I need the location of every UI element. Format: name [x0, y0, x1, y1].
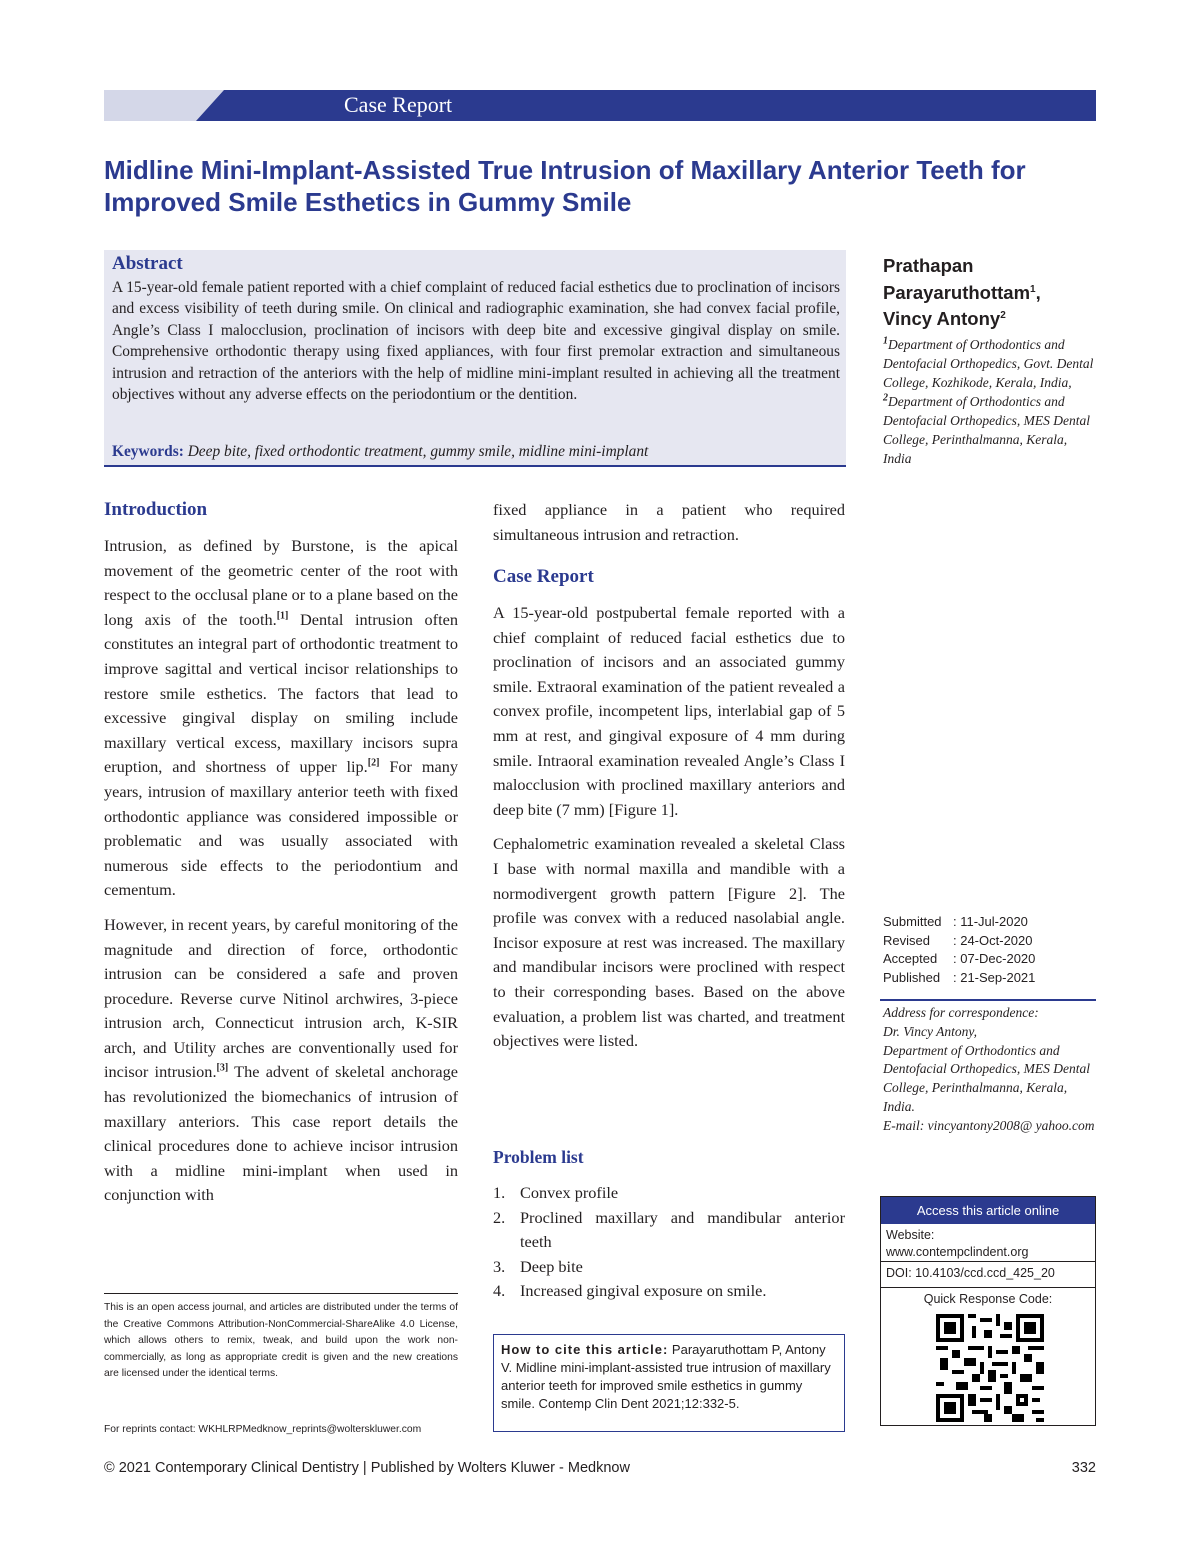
date-label: Accepted — [883, 951, 938, 966]
list-item — [493, 1206, 845, 1255]
intro-p1-part-b: Dental intrusion often constitutes an integral part of orthodontic treatment to improve sagittal and vertical incisor relationships to restore smile esthetics. The factors that lead to excessive gingival display on smiling include maxillary vertical excess, maxillary incisors supra eruption, and shortness of upper lip. — [104, 609, 458, 777]
intro-body — [104, 534, 458, 1218]
case-report-heading: Case Report — [493, 566, 594, 587]
intro-p1-part-a: Intrusion, as defined by Burstone, is the apical movement of the geometric center of the root with respect to the occlusal plane or to a plane based on the long axis of the tooth. — [104, 536, 458, 629]
date-value: : 07-Dec-2020 — [953, 951, 1036, 966]
date-row-published — [883, 969, 1098, 988]
how-to-cite-box — [493, 1334, 845, 1432]
reprints-contact: For reprints contact: WKHLRPMedknow_reprints@wolterskluwer.com — [104, 1424, 422, 1435]
case-report-body — [493, 601, 845, 1064]
date-label: Revised — [883, 932, 930, 948]
correspondence-label: Address for correspondence: — [883, 1005, 1039, 1020]
date-label: Published — [883, 969, 941, 985]
citation-ref-3[interactable]: [3] — [216, 1063, 229, 1075]
affiliation-2-text: Department of Orthodontics and Dentofacial Orthopedics, MES Dental College, Perinthalmanna, Kerala, India — [883, 394, 1090, 466]
date-label: Submitted — [883, 914, 942, 929]
intro-paragraph-1 — [104, 534, 458, 903]
article-title: Midline Mini-Implant-Assisted True Intrusion of Maxillary Anterior Teeth for Improved Smile Esthetics in Gummy Smile — [104, 155, 1026, 217]
page-footer — [104, 1460, 1096, 1476]
website-label: Website: — [886, 1228, 935, 1242]
affiliation-1-text: Department of Orthodontics and Dentofacial Orthopedics, Govt. Dental College, Kozhikode, Kerala, India, — [883, 337, 1094, 390]
list-item-text: Proclined maxillary and mandibular anterior teeth — [520, 1207, 845, 1252]
case-paragraph-2: Cephalometric examination revealed a skeletal Class I base with normal maxilla and mandible with a normodivergent growth pattern [Figure 2]. The profile was convex with a reduced nasolabial angle. Incisor exposure at rest was increased. The maxillary and mandibular incisors were proclined with respect to their corresponding bases. Based on the above evaluation, a problem list was charted, and treatment objectives were listed. — [493, 834, 845, 1051]
case-paragraph-1: A 15-year-old postpubertal female reported with a chief complaint of reduced facial esthetics due to proclination of incisors and an associated gummy smile. Extraoral examination of the patient revealed a convex profile, incompetent lips, interlabial gap of 5 mm at rest, and gingival exposure of 4 mm during smile. Intraoral examination revealed Angle’s Class I malocclusion with proclined maxillary anteriors and deep bite (7 mm) [Figure 1]. — [493, 603, 845, 819]
problem-list-heading: Problem list — [493, 1147, 584, 1167]
license-text: This is an open access journal, and articles are distributed under the terms of the Creative Commons Attribution-NonCommercial-ShareAlike 4.0 License, which allows others to remix, tweak, and build upon the work non-commercially, as long as appropriate credit is given and the new creations are licensed under the identical terms. — [104, 1302, 458, 1379]
keywords — [112, 443, 648, 461]
list-item-number: 2. — [493, 1207, 506, 1227]
keywords-label: Keywords: — [112, 443, 184, 460]
abstract-heading: Abstract — [112, 253, 183, 274]
correspondence-address — [883, 1004, 1098, 1136]
intro-p2-part-a: However, in recent years, by careful monitoring of the magnitude and direction of force, orthodontic intrusion can be considered a safe and proven procedure. Reverse curve Nitinol archwires, 3-piece intrusion arch, Connecticut intrusion arch, K-SIR arch, and Utility arches are conventionally used for incisor intrusion. — [104, 914, 458, 1082]
affiliations — [883, 335, 1098, 468]
author-1-last-row: Parayaruthottam$^1$, — [883, 281, 1041, 303]
author-2-sup: 2 — [1000, 309, 1006, 321]
how-to-cite-label: How to cite this article: — [501, 1342, 669, 1357]
author-list — [883, 253, 1098, 333]
date-value: : 11-Jul-2020 — [953, 914, 1028, 929]
access-divider — [881, 1261, 1095, 1262]
correspondence-name: Dr. Vincy Antony, — [883, 1023, 977, 1039]
list-item — [493, 1255, 845, 1280]
article-dates — [883, 913, 1098, 987]
section-banner — [104, 90, 1096, 121]
access-divider — [881, 1287, 1095, 1288]
list-item-text: Deep bite — [520, 1256, 583, 1276]
list-item-number: 4. — [493, 1281, 506, 1301]
qr-code-icon — [936, 1314, 1044, 1422]
affiliation-1-sup: 1 — [883, 335, 888, 347]
website-block — [886, 1227, 1091, 1260]
license-divider — [104, 1293, 458, 1294]
abstract-box — [104, 250, 846, 467]
doi-link[interactable]: DOI: 10.4103/ccd.ccd_425_20 — [886, 1266, 1055, 1280]
date-value: : 24-Oct-2020 — [953, 932, 1033, 948]
list-item-number: 1. — [493, 1183, 506, 1202]
correspondence-institution: Department of Orthodontics and Dentofacial Orthopedics, MES Dental College, Perinthalmanna, Kerala, India. — [883, 1042, 1090, 1114]
correspondence-divider — [880, 999, 1096, 1001]
intro-paragraph-2-continued: fixed appliance in a patient who required simultaneous intrusion and retraction. — [493, 500, 845, 544]
banner-bar — [104, 90, 1096, 121]
intro-continued — [493, 498, 845, 557]
website-link[interactable]: www.contempclindent.org — [886, 1244, 1029, 1259]
keywords-text: Deep bite, fixed orthodontic treatment, gummy smile, midline mini-implant — [187, 443, 649, 460]
citation-ref-2[interactable]: [2] — [367, 757, 380, 769]
date-value: : 21-Sep-2021 — [953, 969, 1036, 985]
date-row-submitted — [883, 913, 1098, 932]
affiliation-1 — [883, 335, 1098, 392]
list-item-number: 3. — [493, 1256, 506, 1276]
affiliation-2-sup: 2 — [883, 392, 888, 404]
correspondence-email[interactable]: E-mail: vincyantony2008@ yahoo.com — [883, 1117, 1095, 1133]
intro-p1-part-c: For many years, intrusion of maxillary anterior teeth with fixed orthodontic appliance was considered impossible or problematic and was usually associated with numerous side effects to the periodontium and cementum. — [104, 757, 458, 900]
footer-text: © 2021 Contemporary Clinical Dentistry | Published by Wolters Kluwer - Medknow — [104, 1460, 630, 1476]
banner-label: Case Report — [344, 92, 453, 117]
intro-heading: Introduction — [104, 499, 208, 520]
list-item-text: Increased gingival exposure on smile. — [520, 1281, 767, 1301]
list-item — [493, 1279, 845, 1304]
author-1-sup: 1 — [1030, 283, 1036, 295]
problem-list — [493, 1181, 845, 1304]
intro-p2-part-b: The advent of skeletal anchorage has revolutionized the biomechanics of intrusion of maxillary anteriors. This case report details the clinical procedures done to achieve incisor intrusion with a midline mini-implant when used in conjunction with — [104, 1062, 458, 1205]
author-2-row — [883, 306, 1098, 333]
date-row-accepted — [883, 950, 1098, 969]
list-item — [493, 1181, 845, 1206]
page-number: 332 — [1071, 1460, 1096, 1476]
date-row-revised — [883, 932, 1098, 951]
citation-ref-1[interactable]: [1] — [276, 610, 289, 622]
how-to-cite-text — [501, 1341, 839, 1413]
access-online-header: Access this article online — [881, 1197, 1095, 1224]
list-item-text: Convex profile — [520, 1183, 619, 1202]
author-1-last: Parayaruthottam — [883, 281, 1031, 303]
affiliation-2 — [883, 392, 1098, 468]
qr-label: Quick Response Code: — [923, 1292, 1053, 1306]
access-online-box — [880, 1196, 1096, 1426]
abstract-text: A 15-year-old female patient reported with a chief complaint of reduced facial esthetics due to proclination of incisors and excess visibility of teeth during smile. On clinical and radiographic examination, she had convex facial profile, Angle’s Class I malocclusion, proclination of incisors with deep bite and excessive gingival display on smile. Comprehensive orthodontic therapy using fixed appliances, with four first premolar extraction and simultaneous intrusion and retraction of the anteriors with the help of midline mini-implant resulted in achieving all the treatment objectives without any adverse effects on the periodontium or the dentition. — [112, 279, 840, 404]
author-1-first: Prathapan — [883, 255, 974, 276]
citation-text: Parayaruthottam P, Antony V. Midline mini-implant-assisted true intrusion of maxillary anterior teeth for improved smile esthetics in gummy smile. Contemp Clin Dent 2021;12:332-5. — [501, 1342, 831, 1411]
author-2: Vincy Antony — [883, 308, 1001, 329]
intro-paragraph-2 — [104, 913, 458, 1208]
